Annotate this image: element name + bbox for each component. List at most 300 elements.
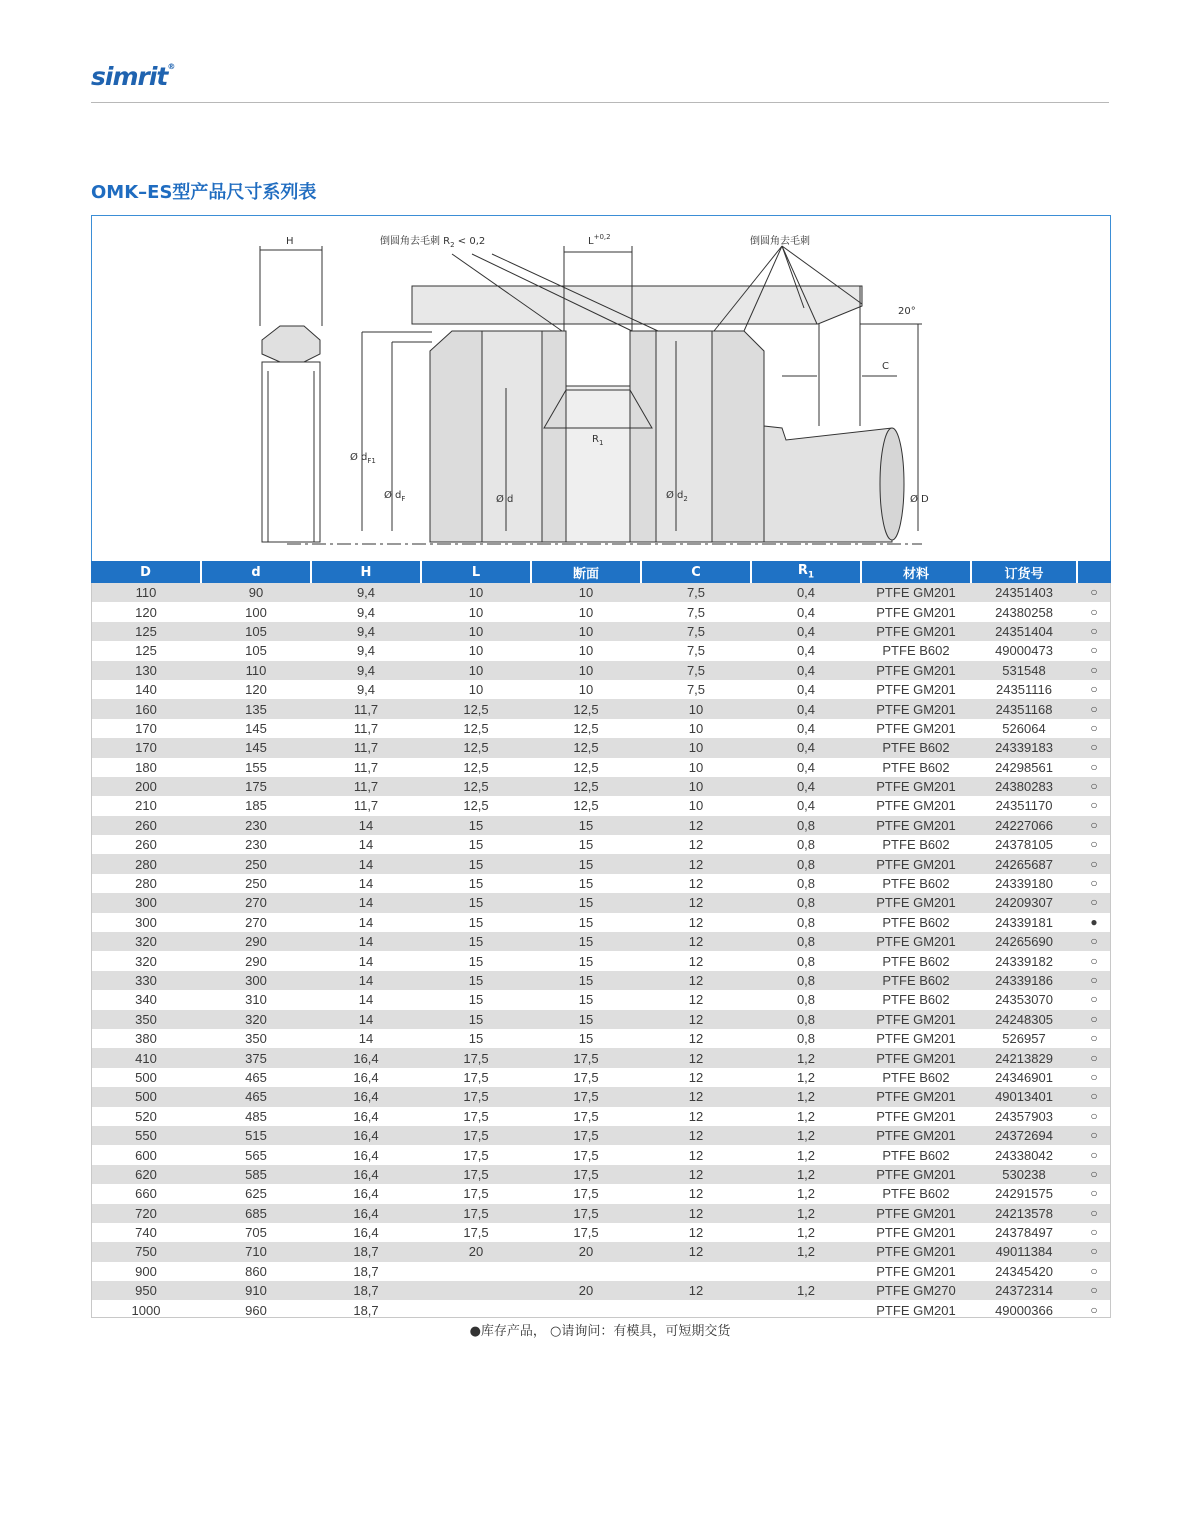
table-cell: PTFE B602 [861,758,971,777]
table-cell: 100 [201,602,311,621]
table-cell: PTFE GM201 [861,602,971,621]
table-cell: 14 [311,854,421,873]
table-cell: 90 [201,583,311,602]
table-cell: 120 [91,602,201,621]
table-cell: 10 [531,641,641,660]
table-cell: 0,8 [751,893,861,912]
table-cell: 24380258 [971,602,1077,621]
table-row [91,1223,1111,1242]
table-cell: 24291575 [971,1184,1077,1203]
label-d: Ø d [496,494,514,505]
table-cell: 16,4 [311,1165,421,1184]
table-cell: 0,8 [751,990,861,1009]
table-cell: 0,4 [751,777,861,796]
stock-status-cell: ○ [1077,1126,1111,1145]
table-cell: 250 [201,854,311,873]
table-cell: 350 [91,1010,201,1029]
table-cell: 11,7 [311,796,421,815]
table-cell: 12 [641,1184,751,1203]
table-cell: 1,2 [751,1107,861,1126]
table-cell: 135 [201,699,311,718]
table-cell: 15 [421,1029,531,1048]
table-cell: 15 [421,893,531,912]
table-cell: 17,5 [531,1087,641,1106]
table-cell: 49011384 [971,1242,1077,1261]
header-material: 材料 [861,561,971,583]
stock-status-cell: ○ [1077,1184,1111,1203]
table-cell: 16,4 [311,1223,421,1242]
table-cell: 24345420 [971,1262,1077,1281]
table-cell: 7,5 [641,641,751,660]
header-section: 断面 [531,561,641,583]
table-cell: 15 [421,816,531,835]
table-cell [531,1262,641,1281]
stock-status-cell: ○ [1077,583,1111,602]
table-cell: 10 [531,680,641,699]
table-row [91,835,1111,854]
table-row [91,816,1111,835]
table-cell: 24351170 [971,796,1077,815]
table-cell: 12 [641,1281,751,1300]
table-cell: 1,2 [751,1068,861,1087]
table-cell: 10 [531,622,641,641]
table-cell: 15 [421,971,531,990]
table-cell: PTFE GM201 [861,680,971,699]
table-cell: 9,4 [311,622,421,641]
table-cell: 17,5 [531,1107,641,1126]
table-cell: 14 [311,913,421,932]
table-cell: 465 [201,1087,311,1106]
table-cell: 155 [201,758,311,777]
table-cell: 270 [201,893,311,912]
table-cell: PTFE GM201 [861,1204,971,1223]
table-cell: 10 [641,699,751,718]
table-cell: 170 [91,738,201,757]
table-cell: 10 [641,777,751,796]
stock-legend: ●库存产品， ○请询问：有模具，可短期交货 [469,1324,731,1339]
table-cell: 24339182 [971,951,1077,970]
header-status [1077,561,1111,583]
table-cell: 15 [421,874,531,893]
table-cell: 18,7 [311,1281,421,1300]
table-cell: 12,5 [531,777,641,796]
label-C: C [882,361,889,372]
table-cell: 0,4 [751,680,861,699]
table-cell: 24298561 [971,758,1077,777]
table-row [91,680,1111,699]
table-cell: 105 [201,641,311,660]
table-cell: PTFE B602 [861,990,971,1009]
table-cell: 531548 [971,661,1077,680]
table-cell: 15 [531,971,641,990]
table-cell: 12 [641,1048,751,1067]
table-cell: 15 [531,951,641,970]
table-cell: PTFE GM270 [861,1281,971,1300]
table-cell: 10 [531,602,641,621]
table-cell: 410 [91,1048,201,1067]
table-cell: 526957 [971,1029,1077,1048]
dimension-table [91,561,1111,1320]
header-d: d [201,561,311,583]
table-cell: 24265690 [971,932,1077,951]
stock-status-cell: ○ [1077,1262,1111,1281]
table-row [91,641,1111,660]
table-cell: 0,4 [751,719,861,738]
header-L: L [421,561,531,583]
table-cell: 530238 [971,1165,1077,1184]
table-cell: PTFE GM201 [861,1048,971,1067]
table-cell: 15 [531,990,641,1009]
table-cell: 620 [91,1165,201,1184]
table-cell: 12,5 [421,796,531,815]
table-cell: PTFE GM201 [861,699,971,718]
table-cell: 14 [311,874,421,893]
stock-status-cell: ○ [1077,951,1111,970]
table-cell: 14 [311,816,421,835]
stock-status-cell: ○ [1077,1145,1111,1164]
table-cell: PTFE B602 [861,874,971,893]
table-cell: 290 [201,932,311,951]
table-cell: 17,5 [421,1145,531,1164]
stock-status-cell: ○ [1077,1029,1111,1048]
table-cell: 320 [91,932,201,951]
table-cell: 15 [531,874,641,893]
table-cell: 24351168 [971,699,1077,718]
table-cell: 17,5 [421,1048,531,1067]
table-cell: 15 [531,1029,641,1048]
table-cell: 24338042 [971,1145,1077,1164]
table-cell: PTFE GM201 [861,622,971,641]
table-cell: 140 [91,680,201,699]
label-chamfer-r2: 倒圆角去毛刺 $R_2 < 0,2$ [380,236,486,249]
stock-status-cell: ○ [1077,1048,1111,1067]
table-cell: 380 [91,1029,201,1048]
table-cell: 200 [91,777,201,796]
table-cell: 12 [641,1107,751,1126]
table-cell: 260 [91,816,201,835]
table-cell: 465 [201,1068,311,1087]
table-cell: 11,7 [311,758,421,777]
table-cell: 12 [641,1068,751,1087]
table-cell: PTFE GM201 [861,1087,971,1106]
table-cell: 1,2 [751,1204,861,1223]
table-cell: 17,5 [531,1165,641,1184]
table-cell: 15 [421,932,531,951]
table-cell: 12 [641,1242,751,1261]
table-cell: PTFE GM201 [861,932,971,951]
table-row [91,758,1111,777]
seal-groove-drawing [92,216,1110,562]
stock-status-cell: ○ [1077,1242,1111,1261]
table-cell: 625 [201,1184,311,1203]
table-cell: PTFE B602 [861,1145,971,1164]
table-row [91,777,1111,796]
table-cell: 0,4 [751,661,861,680]
table-cell: 9,4 [311,661,421,680]
table-cell: PTFE GM201 [861,893,971,912]
table-cell: 18,7 [311,1262,421,1281]
table-cell: 290 [201,951,311,970]
table-cell: 0,4 [751,758,861,777]
table-cell: 1,2 [751,1087,861,1106]
label-R1: $R_1$ [592,434,604,447]
table-cell: 12,5 [421,719,531,738]
table-cell: 0,4 [751,699,861,718]
table-cell: PTFE GM201 [861,661,971,680]
table-cell: 0,4 [751,602,861,621]
table-cell: 16,4 [311,1204,421,1223]
table-cell: PTFE GM201 [861,719,971,738]
table-cell: 16,4 [311,1068,421,1087]
table-row [91,738,1111,757]
stock-status-cell: ○ [1077,835,1111,854]
table-cell: 180 [91,758,201,777]
table-cell: 14 [311,932,421,951]
table-cell: 17,5 [531,1145,641,1164]
table-cell: 24372694 [971,1126,1077,1145]
table-cell: 12,5 [531,719,641,738]
stock-status-cell: ○ [1077,1107,1111,1126]
table-cell: 526064 [971,719,1077,738]
table-cell: PTFE B602 [861,1184,971,1203]
table-cell: 515 [201,1126,311,1145]
table-cell: 1,2 [751,1184,861,1203]
header-D: D [91,561,201,583]
table-cell [641,1300,751,1319]
table-cell: 0,8 [751,913,861,932]
table-cell: PTFE GM201 [861,1242,971,1261]
table-cell: 12,5 [531,758,641,777]
table-cell: 15 [531,835,641,854]
stock-status-cell: ○ [1077,1204,1111,1223]
table-cell: PTFE B602 [861,951,971,970]
table-row [91,1048,1111,1067]
table-cell: 12 [641,816,751,835]
table-row [91,699,1111,718]
table-cell: 12 [641,932,751,951]
stock-status-cell: ○ [1077,1223,1111,1242]
table-cell: 685 [201,1204,311,1223]
table-cell: 15 [421,1010,531,1029]
table-row [91,1029,1111,1048]
table-cell: 24357903 [971,1107,1077,1126]
table-cell: 15 [531,913,641,932]
table-cell: 900 [91,1262,201,1281]
table-cell: 230 [201,835,311,854]
table-cell: 15 [421,854,531,873]
stock-status-cell: ○ [1077,661,1111,680]
table-cell: 15 [531,816,641,835]
table-cell: 16,4 [311,1048,421,1067]
table-cell: 175 [201,777,311,796]
table-cell: 24378497 [971,1223,1077,1242]
table-cell: 12 [641,913,751,932]
table-cell: 11,7 [311,777,421,796]
table-cell: 0,8 [751,1010,861,1029]
table-cell: 145 [201,719,311,738]
table-cell: 585 [201,1165,311,1184]
table-cell: 14 [311,1010,421,1029]
table-cell: 14 [311,835,421,854]
label-L: $L^{+0,2}$ [588,233,611,247]
table-cell: 12 [641,1223,751,1242]
label-dF1: Ø $d_{F1}$ [350,452,376,465]
table-cell: 11,7 [311,719,421,738]
table-cell: PTFE GM201 [861,1300,971,1319]
table-row [91,951,1111,970]
table-cell: 12,5 [421,777,531,796]
table-cell: 18,7 [311,1242,421,1261]
header-C: C [641,561,751,583]
table-cell: 720 [91,1204,201,1223]
table-cell: 15 [421,835,531,854]
table-cell: 105 [201,622,311,641]
header-divider [91,102,1109,103]
table-cell: PTFE B602 [861,641,971,660]
table-cell: 16,4 [311,1126,421,1145]
table-cell: 24213578 [971,1204,1077,1223]
table-cell: 17,5 [531,1048,641,1067]
table-cell [641,1262,751,1281]
table-cell: 12 [641,835,751,854]
table-cell: 14 [311,971,421,990]
table-row [91,622,1111,641]
table-cell: 550 [91,1126,201,1145]
table-cell: 12 [641,1204,751,1223]
table-cell: 10 [421,583,531,602]
table-cell: 960 [201,1300,311,1319]
table-row [91,1126,1111,1145]
table-cell: 7,5 [641,583,751,602]
table-cell: 7,5 [641,602,751,621]
table-cell: 17,5 [421,1184,531,1203]
table-cell: 710 [201,1242,311,1261]
table-row [91,1204,1111,1223]
table-cell: 17,5 [421,1068,531,1087]
table-cell: 9,4 [311,641,421,660]
table-cell: 860 [201,1262,311,1281]
table-cell: PTFE GM201 [861,816,971,835]
table-cell: 0,4 [751,622,861,641]
table-cell: 12 [641,893,751,912]
stock-status-cell: ○ [1077,1010,1111,1029]
table-cell: 17,5 [531,1204,641,1223]
seal-section [260,246,322,542]
table-cell: 18,7 [311,1300,421,1319]
table-cell: 24351116 [971,680,1077,699]
table-header-row [91,561,1111,583]
stock-status-cell: ● [1077,913,1111,932]
table-cell: 500 [91,1068,201,1087]
table-row [91,1010,1111,1029]
table-cell: 600 [91,1145,201,1164]
table-cell: 0,8 [751,854,861,873]
table-cell: 300 [91,913,201,932]
header-order-no: 订货号 [971,561,1077,583]
table-cell: 17,5 [531,1068,641,1087]
table-cell: PTFE B602 [861,913,971,932]
table-cell: PTFE GM201 [861,796,971,815]
stock-status-cell: ○ [1077,777,1111,796]
table-cell [421,1262,531,1281]
table-cell: 9,4 [311,680,421,699]
table-row [91,1068,1111,1087]
table-cell: PTFE GM201 [861,1010,971,1029]
table-cell: 17,5 [421,1165,531,1184]
table-row [91,1087,1111,1106]
table-cell: 49000366 [971,1300,1077,1319]
table-cell: 130 [91,661,201,680]
table-cell: PTFE GM201 [861,1029,971,1048]
table-cell: PTFE GM201 [861,1223,971,1242]
table-cell: 330 [91,971,201,990]
table-cell: 12,5 [531,738,641,757]
table-cell: 300 [201,971,311,990]
stock-status-cell: ○ [1077,854,1111,873]
table-cell: 1,2 [751,1126,861,1145]
table-cell: 12,5 [531,796,641,815]
table-cell: 1000 [91,1300,201,1319]
table-cell: 10 [531,583,641,602]
table-row [91,874,1111,893]
table-cell: 20 [531,1242,641,1261]
table-cell [751,1300,861,1319]
table-cell: 210 [91,796,201,815]
table-cell: PTFE B602 [861,1068,971,1087]
table-cell: 17,5 [531,1223,641,1242]
stock-status-cell: ○ [1077,1068,1111,1087]
table-cell: 24227066 [971,816,1077,835]
table-cell: 15 [421,951,531,970]
table-cell: 0,4 [751,583,861,602]
table-cell: 15 [531,854,641,873]
stock-status-cell: ○ [1077,1165,1111,1184]
stock-status-cell: ○ [1077,622,1111,641]
table-row [91,971,1111,990]
table-cell: 145 [201,738,311,757]
table-cell: 12 [641,1165,751,1184]
table-body [91,583,1111,1320]
table-cell: 125 [91,622,201,641]
table-row [91,1184,1111,1203]
table-cell: 24380283 [971,777,1077,796]
table-cell: 24351403 [971,583,1077,602]
stock-status-cell: ○ [1077,932,1111,951]
table-cell: 0,8 [751,971,861,990]
table-cell: 15 [531,932,641,951]
table-cell: 350 [201,1029,311,1048]
table-cell: 12,5 [421,699,531,718]
stock-status-cell: ○ [1077,738,1111,757]
table-cell: 12 [641,951,751,970]
table-cell: 300 [91,893,201,912]
table-cell: 660 [91,1184,201,1203]
table-cell: PTFE GM201 [861,1262,971,1281]
table-cell: PTFE GM201 [861,1165,971,1184]
table-cell: 250 [201,874,311,893]
table-cell: 125 [91,641,201,660]
table-cell: 7,5 [641,680,751,699]
table-cell: 230 [201,816,311,835]
table-cell [751,1262,861,1281]
table-cell: 24339180 [971,874,1077,893]
table-cell: 9,4 [311,583,421,602]
table-cell: 12 [641,1010,751,1029]
table-row [91,719,1111,738]
table-cell: 10 [421,661,531,680]
table-cell: 1,2 [751,1145,861,1164]
table-row [91,1165,1111,1184]
